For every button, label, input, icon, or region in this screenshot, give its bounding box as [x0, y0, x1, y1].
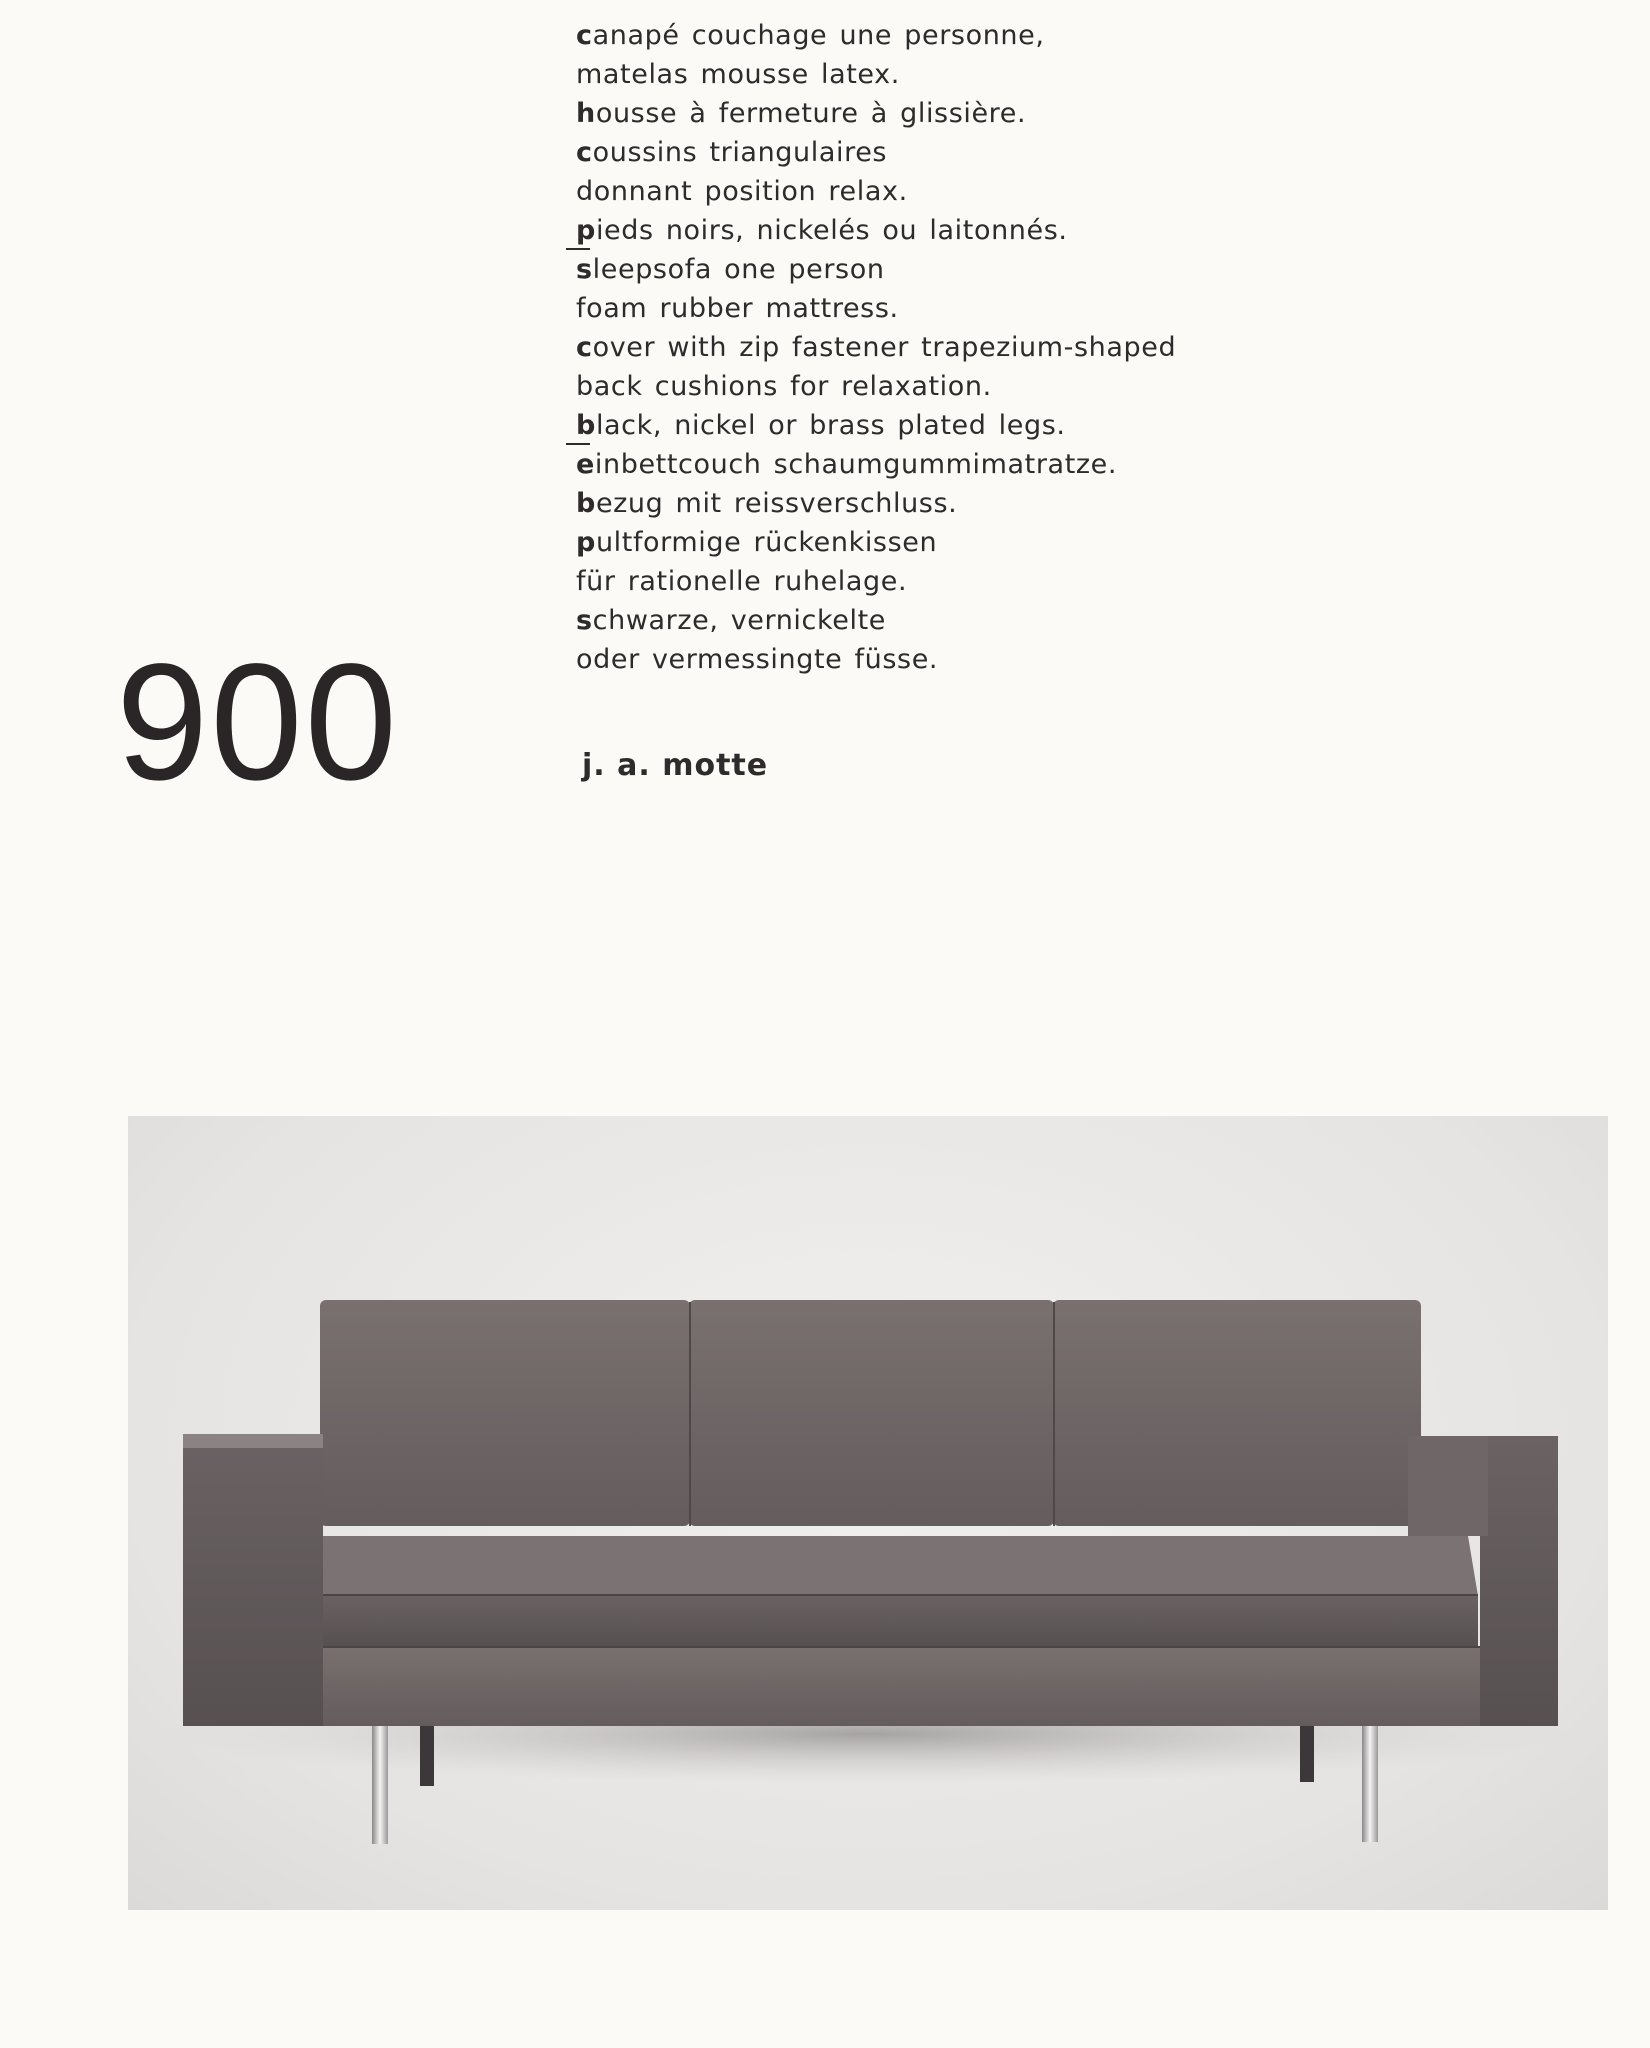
leg-front-right: [1362, 1726, 1378, 1842]
description-line: housse à fermeture à glissière.: [576, 98, 1027, 129]
description-line: foam rubber mattress.: [576, 293, 899, 324]
description-line: matelas mousse latex.: [576, 59, 900, 90]
product-description: [576, 16, 1256, 679]
sofa-base: [266, 1646, 1482, 1726]
description-line: black, nickel or brass plated legs.: [576, 406, 1256, 445]
sofa-illustration: [128, 1116, 1608, 1910]
sofa-photo: [128, 1116, 1608, 1910]
description-line: für rationelle ruhelage.: [576, 566, 908, 597]
left-arm-top: [183, 1434, 323, 1448]
right-arm: [1480, 1436, 1558, 1726]
description-line: oder vermessingte füsse.: [576, 644, 939, 675]
seat-cushion: [268, 1536, 1478, 1596]
back-cushion-right: [1053, 1300, 1421, 1526]
description-line: pieds noirs, nickelés ou laitonnés.: [576, 211, 1256, 250]
description-line: schwarze, vernickelte: [576, 605, 886, 636]
designer-name: j. a. motte: [582, 748, 769, 783]
description-line: cover with zip fastener trapezium-shaped: [576, 332, 1177, 363]
description-line: canapé couchage une personne,: [576, 20, 1045, 51]
leg-back-right: [1300, 1726, 1314, 1782]
description-line: einbettcouch schaumgummimatratze.: [576, 449, 1118, 480]
model-number: 900: [116, 630, 399, 815]
back-cushion-center: [689, 1300, 1054, 1526]
description-line: sleepsofa one person: [576, 254, 885, 285]
description-line: back cushions for relaxation.: [576, 371, 992, 402]
description-line: bezug mit reissverschluss.: [576, 488, 958, 519]
leg-front-left: [372, 1726, 388, 1844]
description-line: donnant position relax.: [576, 176, 908, 207]
seat-front: [266, 1594, 1478, 1646]
description-line: coussins triangulaires: [576, 137, 888, 168]
leg-back-left: [420, 1726, 434, 1786]
left-arm: [183, 1434, 323, 1726]
back-cushion-left: [320, 1300, 690, 1526]
description-line: pultformige rückenkissen: [576, 527, 938, 558]
right-arm-inner: [1408, 1436, 1488, 1536]
